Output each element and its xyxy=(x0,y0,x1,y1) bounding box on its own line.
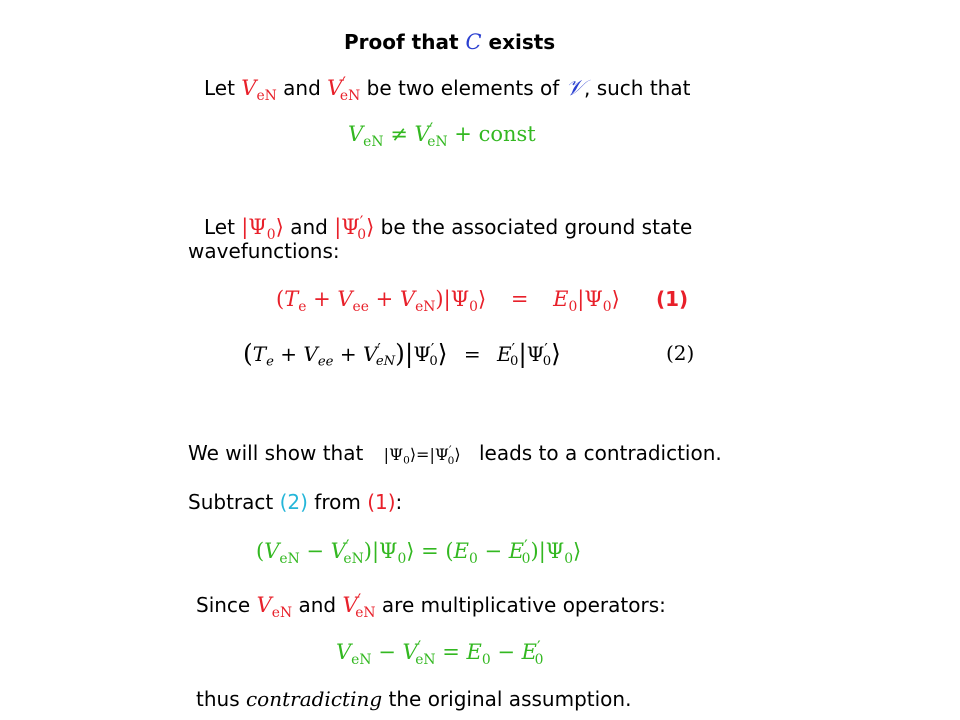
veN-symbol-2: $V_{eN}$ xyxy=(256,593,293,621)
psi0-prime-ket: $|\Psi'_0⟩$ xyxy=(334,212,375,243)
equation-1: ($T_e + V_{ee}$ + $V_{eN})|\Psi_0⟩$ = $E_0|\Psi_0⟩$ xyxy=(276,287,620,315)
wavefunctions-line xyxy=(188,240,340,263)
thus-statement xyxy=(196,688,631,711)
neq-operator: ≠ xyxy=(390,122,408,147)
word-such-that: , such that xyxy=(584,76,691,101)
word-subtract: Subtract xyxy=(188,490,274,514)
word-we-will-show: We will show that xyxy=(188,441,364,465)
psi-equality: $|\Psi_0⟩=|\Psi'_0⟩$ xyxy=(383,443,461,467)
label-1: (1) xyxy=(656,287,689,311)
word-multiplicative: are multiplicative operators: xyxy=(381,593,666,618)
word-let: Let xyxy=(204,76,235,101)
word-and-2: and xyxy=(290,215,328,240)
colon: : xyxy=(395,490,403,514)
ref-eq-2: (2) xyxy=(279,490,308,514)
equals-2: = xyxy=(463,341,481,366)
word-let-2: Let xyxy=(204,215,235,240)
psi0-ket: $|\Psi_0⟩$ xyxy=(241,215,284,243)
show-statement xyxy=(188,442,722,467)
equation-1-label xyxy=(656,288,688,311)
word-contradicting: contradicting xyxy=(245,687,383,711)
word-be-associated: be the associated ground state xyxy=(380,215,693,240)
word-thus: thus xyxy=(196,687,240,711)
equation-2: ($T_e + V_{ee}$ + $V'_{eN})|\Psi'_0⟩$ = $E'_0|\Psi'_0⟩$ xyxy=(243,339,561,370)
veN-prime-symbol-2: $V'_{eN}$ xyxy=(342,590,376,621)
slide-title xyxy=(344,30,555,54)
calV-symbol: 𝒱 xyxy=(565,76,584,102)
subtract-statement xyxy=(188,491,402,514)
word-from: from xyxy=(314,490,361,514)
title-symbol: C xyxy=(465,30,482,54)
word-original-assumption: the original assumption. xyxy=(388,687,632,711)
word-wavefunctions: wavefunctions: xyxy=(188,239,340,263)
label-2: (2) xyxy=(666,341,695,365)
title-prefix: Proof that xyxy=(344,30,466,54)
word-and: and xyxy=(283,76,321,101)
equation-2-label xyxy=(666,342,694,365)
word-leads: leads to a contradiction. xyxy=(478,441,722,465)
since-statement xyxy=(196,591,666,622)
inequality-equation: $V_{eN} \ne V'_{eN}$ + const xyxy=(348,119,536,150)
equals-1: = xyxy=(510,287,529,311)
const-term: const xyxy=(478,122,536,147)
veN-symbol: $V_{eN}$ xyxy=(241,76,277,104)
word-be-two-elements: be two elements of xyxy=(366,76,560,101)
plus-operator: + xyxy=(454,122,472,147)
ref-eq-1: (1) xyxy=(367,490,396,514)
word-and-3: and xyxy=(298,593,337,618)
veN-prime-symbol: $V'_{eN}$ xyxy=(327,73,361,104)
word-since: Since xyxy=(196,593,251,618)
let-statement-1 xyxy=(204,74,690,105)
difference-equation: ($V_{eN}$ − $V'_{eN})|\Psi_0⟩ = (E_0$ − $E'_0)|\Psi_0⟩$ xyxy=(256,536,582,567)
result-equation: $V_{eN} - V'_{eN} = E_0 - E'_0$ xyxy=(336,637,544,668)
title-suffix: exists xyxy=(481,30,556,54)
